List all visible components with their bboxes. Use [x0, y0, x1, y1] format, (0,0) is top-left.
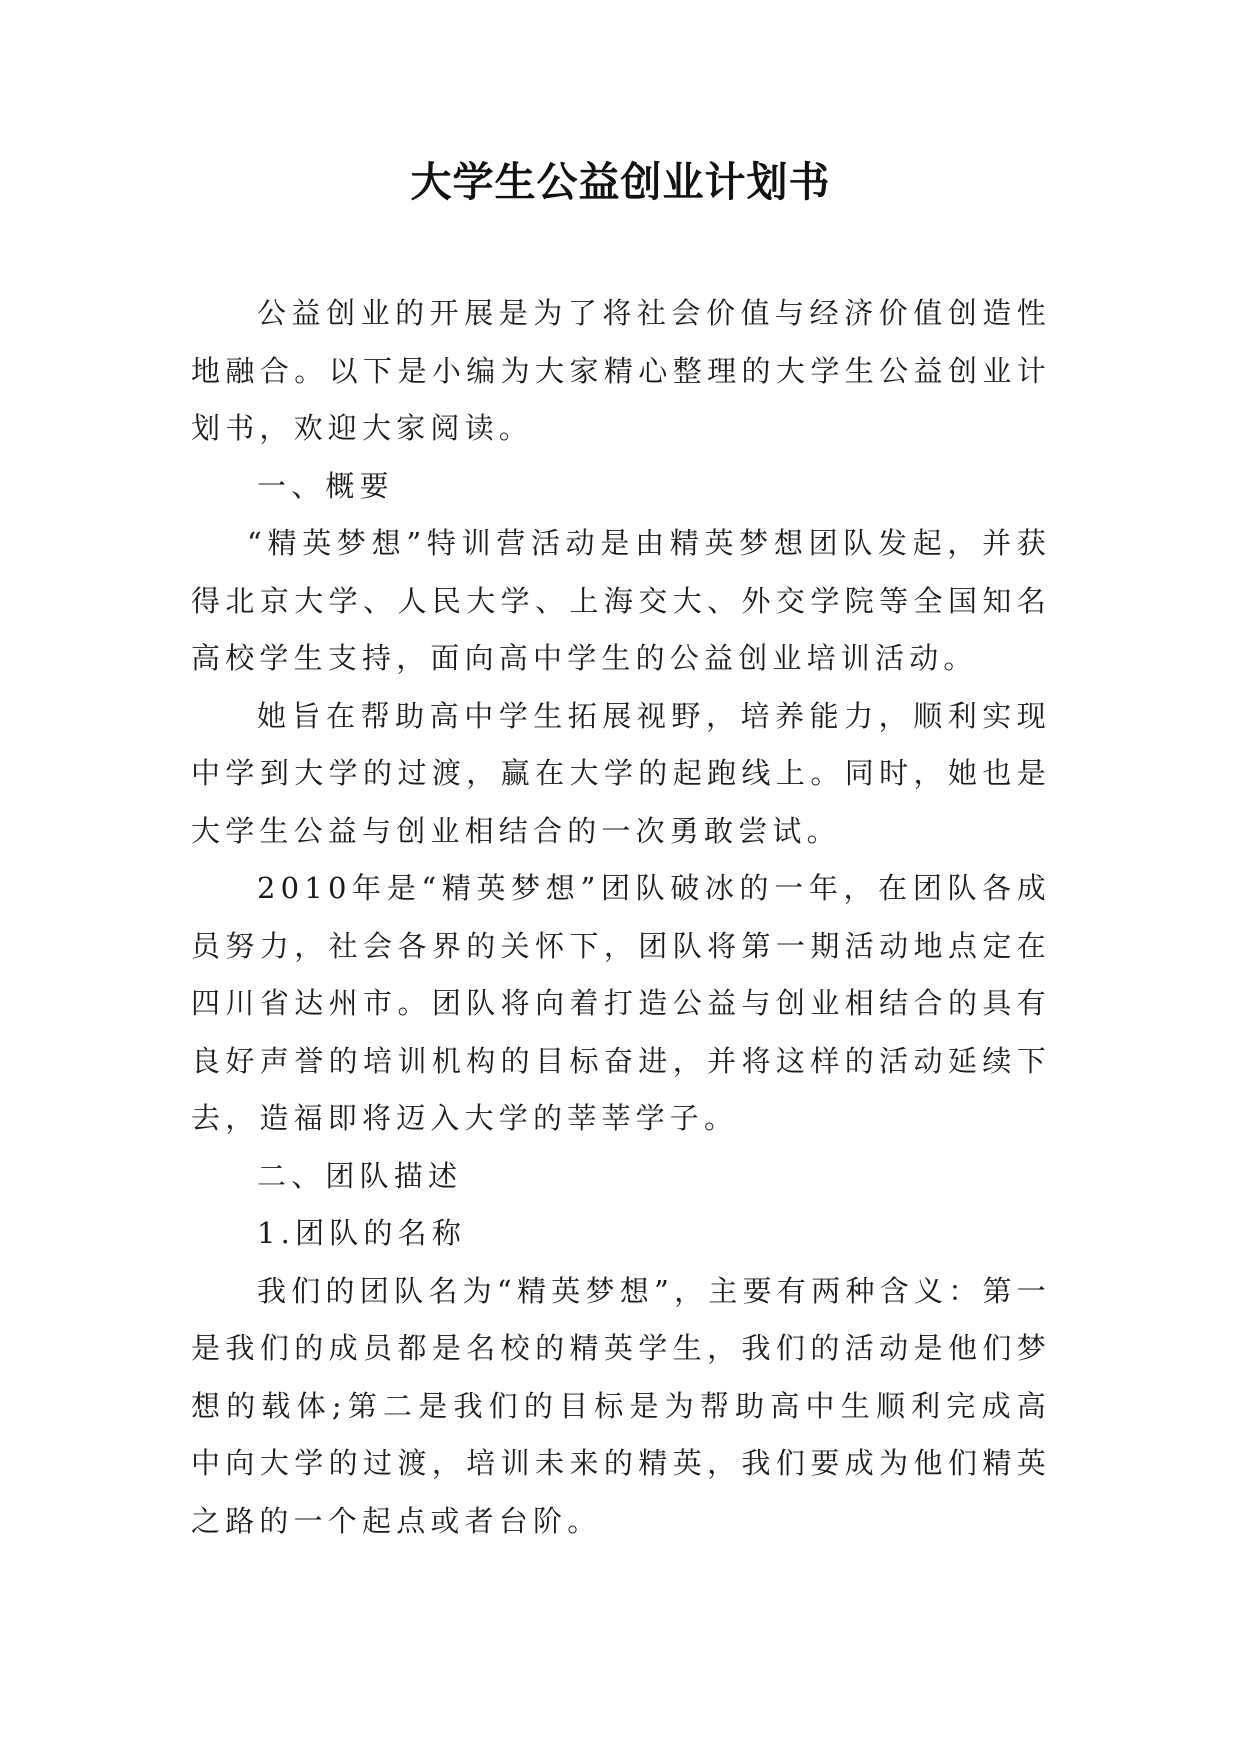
intro-paragraph: 公益创业的开展是为了将社会价值与经济价值创造性地融合。以下是小编为大家精心整理的大学生公益创业计划书，欢迎大家阅读。 [191, 296, 1051, 445]
document-title: 大学生公益创业计划书 [410, 158, 831, 206]
subsection-heading-team-name: 1.团队的名称 [257, 1216, 467, 1250]
purpose-paragraph: 她旨在帮助高中学生拓展视野，培养能力，顺利实现中学到大学的过渡，赢在大学的起跑线上。同时，她也是大学生公益与创业相结合的一次勇敢尝试。 [191, 698, 1051, 848]
team-name-paragraph: 我们的团队名为“精英梦想”，主要有两种含义：第一是我们的成员都是名校的精英学生，我们的活动是他们梦想的载体;第二是我们的目标是为帮助高中生顺利完成高中向大学的过渡，培训未来的精英，我们要成为他们精英之路的一个起点或者台阶。 [191, 1273, 1051, 1538]
document-body [191, 285, 1051, 1550]
overview-paragraph: “精英梦想”特训营活动是由精英梦想团队发起，并获得北京大学、人民大学、上海交大、外交学院等全国知名高校学生支持，面向高中学生的公益创业培训活动。 [191, 526, 1051, 675]
section-heading-overview: 一、概要 [257, 468, 394, 503]
section-heading-team: 二、团队描述 [257, 1158, 463, 1193]
history-paragraph: 2010年是“精英梦想”团队破冰的一年，在团队各成员努力，社会各界的关怀下，团队将第一期活动地点定在四川省达州市。团队将向着打造公益与创业相结合的具有良好声誉的培训机构的目标奋进，并将这样的活动延续下去，造福即将迈入大学的莘莘学子。 [191, 871, 1051, 1135]
